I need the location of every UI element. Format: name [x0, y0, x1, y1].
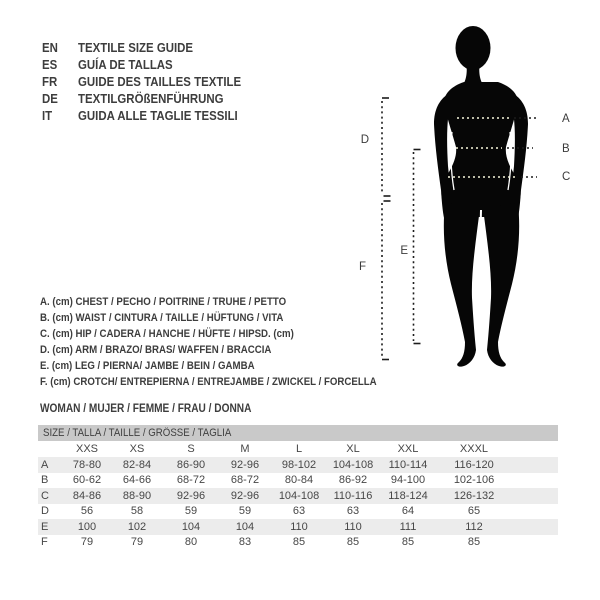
cell: 80: [184, 536, 198, 549]
cell: 64-66: [122, 474, 152, 487]
language-title: GUÍA DE TALLAS: [78, 57, 173, 72]
size-columns-row: [38, 441, 558, 457]
col-header: L: [295, 443, 303, 455]
table-row: [38, 535, 558, 551]
cell: 104: [235, 520, 255, 533]
legend-arm: D. (cm) ARM / BRAZO/ BRAS/ WAFFEN / BRACCIA: [40, 344, 272, 356]
legend-chest: A. (cm) CHEST / PECHO / POITRINE / TRUHE / PETTO: [40, 296, 287, 308]
cell: 86-90: [176, 458, 206, 471]
cell: 68-72: [230, 474, 260, 487]
marker-b: B: [562, 143, 570, 155]
measurement-legend: [40, 294, 423, 390]
cell: 59: [184, 505, 198, 518]
language-code: IT: [42, 108, 53, 123]
cell: 85: [467, 536, 481, 549]
legend-leg: E. (cm) LEG / PIERNA/ JAMBE / BEIN / GAMBA: [40, 360, 255, 372]
marker-f: F: [358, 261, 366, 273]
legend-crotch: F. (cm) CROTCH/ ENTREPIERNA / ENTREJAMBE / ZWICKEL / FORCELLA: [40, 376, 377, 388]
language-code: ES: [42, 57, 58, 72]
language-code: DE: [42, 91, 58, 106]
language-title: TEXTILE SIZE GUIDE: [78, 40, 194, 55]
cell: 102: [127, 520, 147, 533]
cell: 85: [401, 536, 415, 549]
cell: 110-116: [333, 489, 373, 502]
size-table-title: SIZE / TALLA / TAILLE / GRÖSSE / TAGLIA: [43, 427, 232, 439]
cell: 104: [181, 520, 201, 533]
cell: 126-132: [453, 489, 495, 502]
cell: 94-100: [390, 474, 426, 487]
filler-cell: [512, 457, 558, 473]
col-header: XL: [346, 443, 360, 455]
filler-cell: [512, 473, 558, 489]
cell: 85: [292, 536, 306, 549]
cell: 82-84: [122, 458, 152, 471]
marker-c: C: [562, 171, 571, 183]
col-header: XS: [129, 443, 145, 455]
cell: 92-96: [230, 489, 260, 502]
filler-cell: [512, 441, 558, 457]
cell: 56: [80, 505, 94, 518]
row-label: A: [41, 458, 49, 471]
corner-cell: [38, 441, 64, 457]
cell: 68-72: [176, 474, 206, 487]
cell: 59: [238, 505, 252, 518]
cell: 65: [467, 505, 481, 518]
cell: 78-80: [72, 458, 102, 471]
cell: 63: [292, 505, 306, 518]
col-header: XXL: [397, 443, 419, 455]
row-label: D: [41, 505, 49, 518]
cell: 100: [77, 520, 97, 533]
col-header: S: [187, 443, 195, 455]
language-title: TEXTILGRÖßENFÜHRUNG: [78, 91, 224, 106]
cell: 111: [399, 520, 417, 533]
row-label: F: [41, 536, 48, 549]
row-label: B: [41, 474, 49, 487]
cell: 104-108: [278, 489, 320, 502]
size-table-title-bar: [38, 425, 558, 441]
row-label: C: [41, 489, 49, 502]
col-header: XXXL: [459, 443, 489, 455]
cell: 79: [130, 536, 144, 549]
filler-cell: [512, 488, 558, 504]
cell: 88-90: [122, 489, 152, 502]
language-title: GUIDA ALLE TAGLIE TESSILI: [78, 108, 238, 123]
cell: 80-84: [284, 474, 314, 487]
marker-a: A: [562, 113, 570, 125]
language-code: FR: [42, 74, 58, 89]
cell: 110-114: [388, 458, 428, 471]
gender-line: WOMAN / MUJER / FEMME / FRAU / DONNA: [40, 403, 252, 415]
table-row: [38, 488, 558, 504]
size-table-grid: [38, 441, 558, 550]
cell: 98-102: [281, 458, 317, 471]
cell: 64: [401, 505, 415, 518]
filler-cell: [512, 519, 558, 535]
woman-silhouette-icon: [434, 26, 528, 367]
cell: 63: [346, 505, 360, 518]
table-row: [38, 519, 558, 535]
col-header: M: [240, 443, 250, 455]
cell: 118-124: [388, 489, 428, 502]
cell: 79: [80, 536, 94, 549]
cell: 92-96: [176, 489, 206, 502]
cell: 92-96: [230, 458, 260, 471]
marker-d: D: [360, 134, 369, 146]
cell: 60-62: [72, 474, 102, 487]
legend-hip: C. (cm) HIP / CADERA / HANCHE / HÜFTE / HIPSD. (cm): [40, 328, 294, 340]
table-row: [38, 457, 558, 473]
cell: 86-92: [338, 474, 368, 487]
table-row: [38, 473, 558, 489]
cell: 85: [346, 536, 360, 549]
marker-e: E: [400, 245, 408, 257]
language-code: EN: [42, 40, 58, 55]
language-title: GUIDE DES TAILLES TEXTILE: [78, 74, 242, 89]
row-label: E: [41, 520, 49, 533]
cell: 83: [238, 536, 252, 549]
cell: 84-86: [72, 489, 102, 502]
cell: 112: [465, 520, 483, 533]
filler-cell: [512, 535, 558, 551]
cell: 110: [344, 520, 362, 533]
col-header: XXS: [75, 443, 98, 455]
filler-cell: [512, 504, 558, 520]
legend-waist: B. (cm) WAIST / CINTURA / TAILLE / HÜFTUNG / VITA: [40, 312, 284, 324]
table-row: [38, 504, 558, 520]
size-table: [38, 425, 558, 550]
cell: 102-106: [453, 474, 495, 487]
cell: 58: [130, 505, 144, 518]
cell: 116-120: [454, 458, 494, 471]
cell: 104-108: [332, 458, 374, 471]
cell: 110: [290, 520, 308, 533]
